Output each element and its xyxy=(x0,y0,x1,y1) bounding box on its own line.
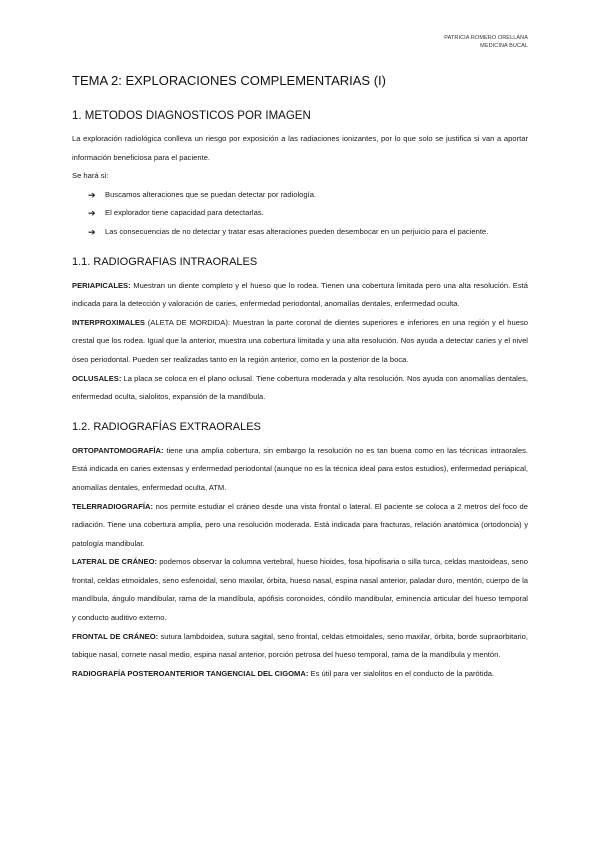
section-1-2-heading: 1.2. RADIOGRAFÍAS EXTRAORALES xyxy=(72,420,261,433)
paragraph-frontal-craneo: FRONTAL DE CRÁNEO: sutura lambdoidea, sutura sagital, seno frontal, celdas etmoidales, seno maxilar, órbita, borde supraorbitario, tabique nasal, cornete nasal medio, espina nasal anterior, porción petrosa del hueso temporal, rama de la mandíbula y mentón. xyxy=(72,631,529,660)
arrow-right-icon: ➔ xyxy=(88,189,96,200)
document-body xyxy=(72,73,528,683)
section-1-1-heading: 1.1. RADIOGRAFIAS INTRAORALES xyxy=(72,255,258,268)
header-author: PATRICIA ROMERO ORELLANA xyxy=(444,35,528,41)
term-label: RADIOGRAFÍA POSTEROANTERIOR TANGENCIAL DEL CIGOMA: xyxy=(72,668,309,678)
paragraph-oclusales: OCLUSALES: La placa se coloca en el plano oclusal. Tiene cobertura moderada y alta resolución. Nos ayuda con anomalías dentales, enfermedad oculta, sialolitos, expansión de la mandíbula. xyxy=(72,373,528,402)
paragraph-cigoma: RADIOGRAFÍA POSTEROANTERIOR TANGENCIAL DEL CIGOMA: Es útil para ver sialolitos en el conducto de la parótida. xyxy=(72,668,495,678)
arrow-right-icon: ➔ xyxy=(88,208,96,219)
term-label: FRONTAL DE CRÁNEO: xyxy=(72,631,159,641)
paragraph-lateral-craneo: LATERAL DE CRÁNEO: podemos observar la columna vertebral, hueso hioides, fosa hipofisaria o silla turca, celdas mastoideas, seno frontal, celdas etmoidales, seno esfenoidal, seno maxilar, órbita, hueso nasal, espina nasal anterior, paladar duro, mentón, cuerpo de la mandíbula, ángulo mandibular, rama de la mandíbula, apófisis coronoides, cóndilo mandibular, eminencia articular del hueso temporal y conducto auditivo externo. xyxy=(72,557,529,623)
document-title: TEMA 2: EXPLORACIONES COMPLEMENTARIAS (I) xyxy=(72,73,386,88)
term-label: PERIAPICALES: xyxy=(72,280,131,290)
paragraph-periapicales: PERIAPICALES: Muestran un diente completo y el hueso que lo rodea. Tienen una cobertura limitada pero una alta resolución. Está indicada para la detección y valoración de caries, enfermedad periodontal, anomalías dentales, enfermedad oculta. xyxy=(72,280,528,309)
list-item: ➔ Las consecuencias de no detectar y tratar esas alteraciones pueden desembocar en un perjuicio para el paciente. xyxy=(88,223,528,242)
term-label: ORTOPANTOMOGRAFÍA: xyxy=(72,445,164,455)
section-1-lead: Se hará si: xyxy=(72,171,109,181)
term-label: TELERRADIOGRAFÍA: xyxy=(72,501,153,511)
term-label: LATERAL DE CRÁNEO: xyxy=(72,557,158,567)
criteria-list xyxy=(72,186,528,242)
header-subject: MEDICINA BUCAL xyxy=(480,43,528,49)
section-1-heading: 1. METODOS DIAGNOSTICOS POR IMAGEN xyxy=(72,110,311,122)
list-item: ➔ El explorador tiene capacidad para detectarlas. xyxy=(88,204,528,223)
paragraph-ortopantomografia: ORTOPANTOMOGRAFÍA: tiene una amplia cobertura, sin embargo la resolución no es tan buena como en las técnicas intraorales. Está indicada en caries extensas y enfermedad periodontal (aunque no es la técnica ideal para estos estudios), enfermedad periapical, anomalías dentales, enfermedad oculta, ATM. xyxy=(72,445,528,492)
section-1-intro: La exploración radiológica conlleva un riesgo por exposición a las radiaciones ionizantes, por lo que solo se justifica si van a aportar información beneficiosa para el paciente. xyxy=(72,134,528,162)
paragraph-telerradiografia: TELERRADIOGRAFÍA: nos permite estudiar el cráneo desde una vista frontal o lateral. El paciente se coloca a 2 metros del foco de radiación. Tiene una cobertura amplia, pero una resolución moderada. Está indicada para fracturas, relación anatómica (ortodoncia) y patología mandibular. xyxy=(72,501,528,548)
term-label: INTERPROXIMALES xyxy=(72,317,145,327)
paragraph-interproximales: INTERPROXIMALES (ALETA DE MORDIDA): Muestran la parte coronal de dientes superiores e inferiores en una región y el hueso crestal que los rodea. Igual que la anterior, muestra una cobertura limitada y una alta resolución. Nos ayuda a detectar caries y el nivel óseo periodontal. Pueden ser realizadas tanto en la región anterior, como en la posterior de la boca. xyxy=(72,317,528,364)
term-label: OCLUSALES: xyxy=(72,373,122,383)
list-item: ➔ Buscamos alteraciones que se puedan detectar por radiología. xyxy=(88,186,528,205)
arrow-right-icon: ➔ xyxy=(88,226,96,237)
page-header xyxy=(444,34,528,50)
